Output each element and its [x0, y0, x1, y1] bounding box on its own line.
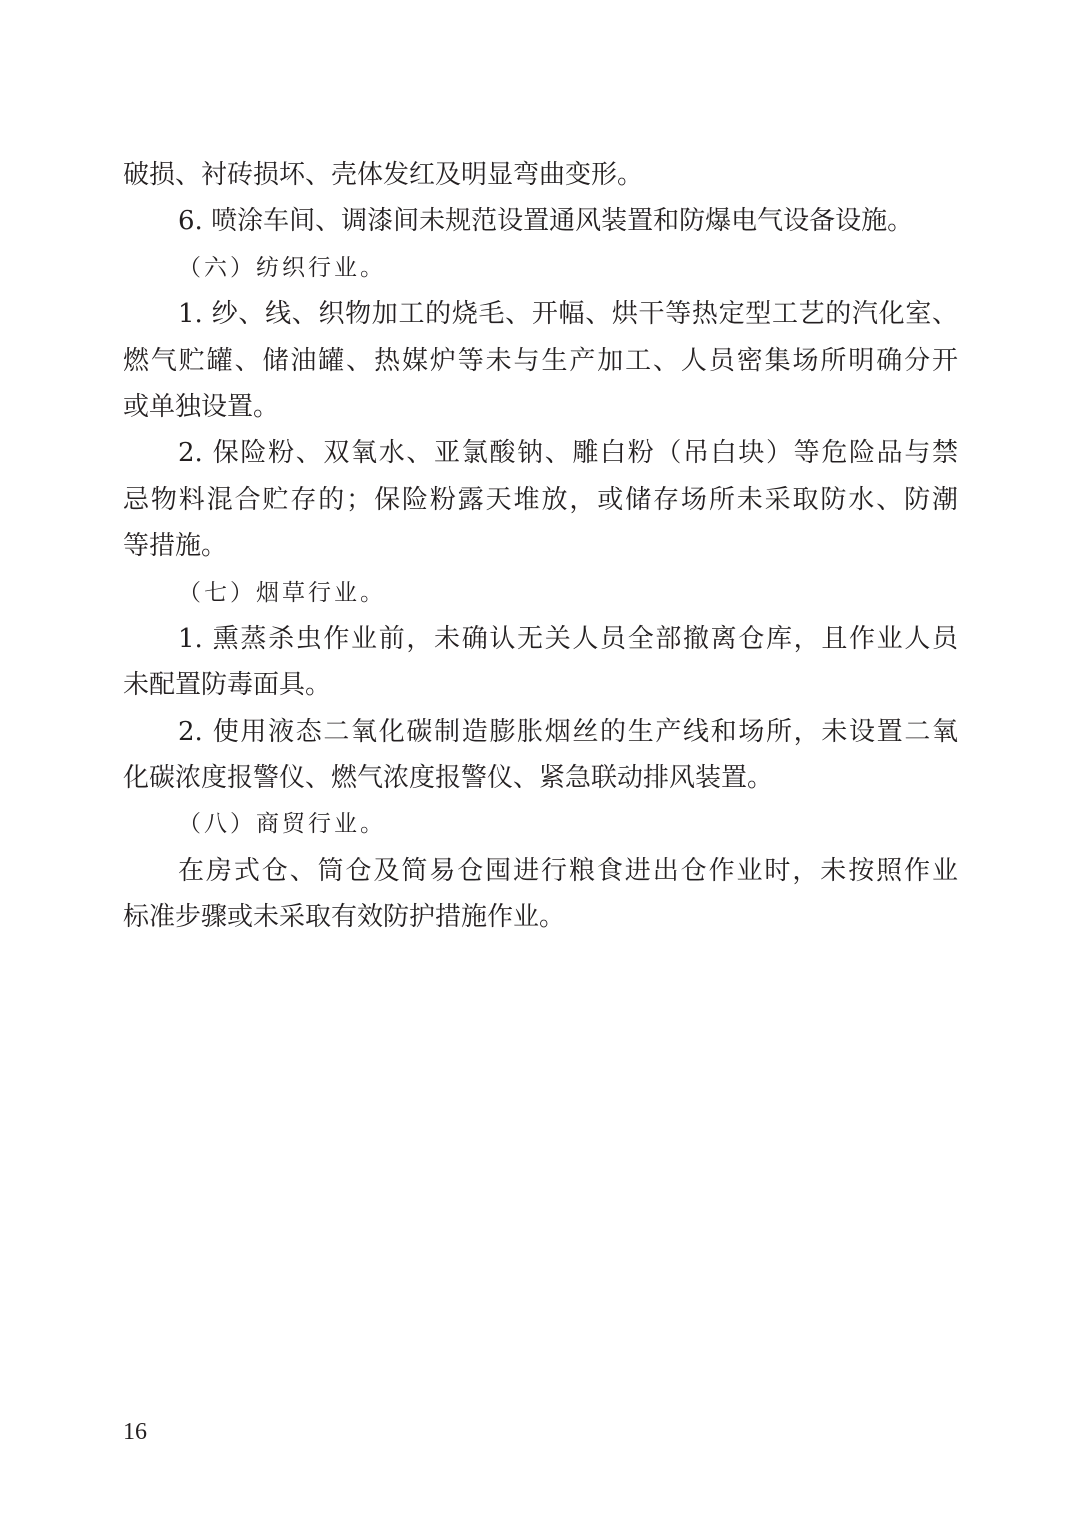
section-heading: （六）纺织行业。 [178, 254, 386, 281]
paragraph-line: 6. 喷涂车间、调漆间未规范设置通风装置和防爆电气设备设施。 [178, 206, 914, 237]
paragraph-line: 未配置防毒面具。 [123, 670, 332, 701]
paragraph-line: 2. 使用液态二氧化碳制造膨胀烟丝的生产线和场所，未设置二氧 [178, 716, 958, 747]
paragraph-line: 2. 保险粉、双氧水、亚氯酸钠、雕白粉（吊白块）等危险品与禁 [178, 438, 958, 469]
paragraph-line: 忌物料混合贮存的；保险粉露天堆放，或储存场所未采取防水、防潮 [123, 484, 958, 515]
section-heading: （八）商贸行业。 [178, 811, 386, 838]
paragraph-line: 标准步骤或未采取有效防护措施作业。 [123, 902, 566, 933]
paragraph-line: 1. 熏蒸杀虫作业前，未确认无关人员全部撤离仓库，且作业人员 [178, 623, 958, 654]
page-number: 16 [123, 1419, 147, 1445]
paragraph-line: 或单独设置。 [123, 391, 280, 422]
paragraph-line: 燃气贮罐、储油罐、热媒炉等未与生产加工、人员密集场所明确分开 [123, 345, 958, 376]
paragraph-line: 在房式仓、筒仓及简易仓囤进行粮食进出仓作业时，未按照作业 [178, 855, 958, 886]
paragraph-line: 1. 纱、线、织物加工的烧毛、开幅、烘干等热定型工艺的汽化室、 [178, 299, 958, 330]
paragraph-line: 化碳浓度报警仪、燃气浓度报警仪、紧急联动排风装置。 [123, 763, 774, 794]
paragraph-line: 等措施。 [123, 531, 228, 562]
section-heading: （七）烟草行业。 [178, 579, 386, 606]
paragraph-line: 破损、衬砖损坏、壳体发红及明显弯曲变形。 [123, 160, 644, 190]
document-body [123, 152, 958, 941]
